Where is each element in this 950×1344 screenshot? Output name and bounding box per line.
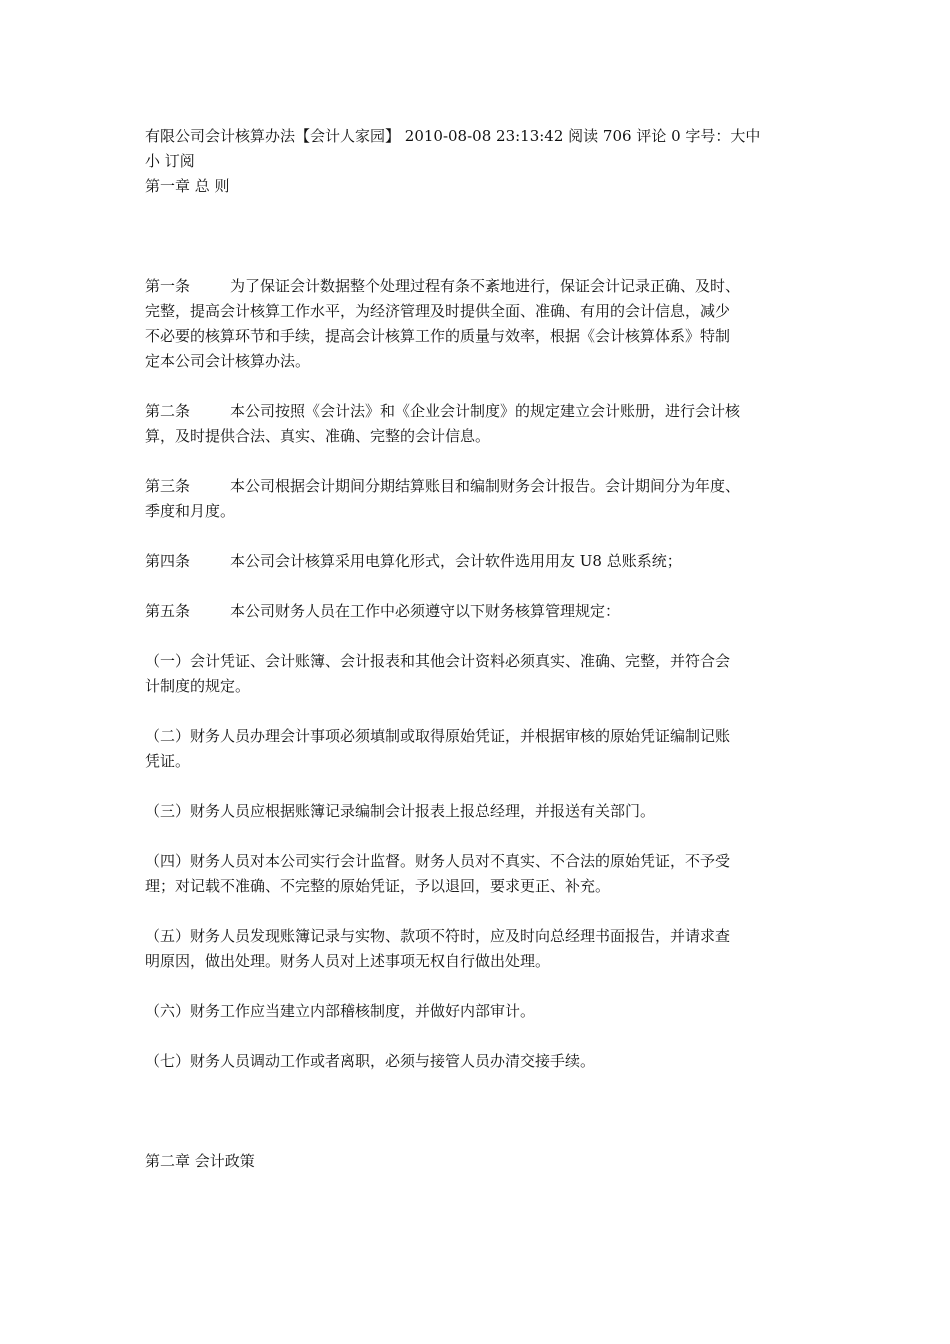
article-4-label: 第四条 <box>145 552 191 570</box>
article-5-line-1 <box>145 599 810 624</box>
header-line-2: 小 订阅 <box>145 152 195 170</box>
clause-1-line-2: 计制度的规定。 <box>145 677 251 695</box>
chapter-1-title: 第一章 总 则 <box>145 177 230 195</box>
article-2-line-2: 算，及时提供合法、真实、准确、完整的会计信息。 <box>145 427 491 445</box>
clause-6-line-1: （六）财务工作应当建立内部稽核制度，并做好内部审计。 <box>145 1002 536 1020</box>
clause-4-line-1: （四）财务人员对本公司实行会计监督。财务人员对不真实、不合法的原始凭证，不予受 <box>145 852 731 870</box>
article-5-label: 第五条 <box>145 602 191 620</box>
article-3-text: 本公司根据会计期间分期结算账目和编制财务会计报告。会计期间分为年度、 <box>230 477 741 495</box>
article-4-line-1 <box>145 549 810 574</box>
clause-5-line-1: （五）财务人员发现账簿记录与实物、款项不符时，应及时向总经理书面报告，并请求查 <box>145 927 731 945</box>
article-5-text: 本公司财务人员在工作中必须遵守以下财务核算管理规定： <box>230 602 621 620</box>
chapter-2-title: 第二章 会计政策 <box>145 1152 255 1170</box>
clause-4-line-2: 理；对记载不准确、不完整的原始凭证，予以退回，要求更正、补充。 <box>145 877 611 895</box>
clause-2-line-1: （二）财务人员办理会计事项必须填制或取得原始凭证，并根据审核的原始凭证编制记账 <box>145 727 731 745</box>
article-1-line-4: 定本公司会计核算办法。 <box>145 352 311 370</box>
article-1-line-3: 不必要的核算环节和手续，提高会计核算工作的质量与效率，根据《会计核算体系》特制 <box>145 327 731 345</box>
article-3-label: 第三条 <box>145 477 191 495</box>
article-3-line-1 <box>145 474 810 499</box>
clause-7-line-1: （七）财务人员调动工作或者离职，必须与接管人员办清交接手续。 <box>145 1052 596 1070</box>
clause-2-line-2: 凭证。 <box>145 752 191 770</box>
article-1-label: 第一条 <box>145 277 191 295</box>
header-line-1: 有限公司会计核算办法【会计人家园】 2010-08-08 23:13:42 阅读 706 评论 0 字号：大中 <box>145 127 761 145</box>
clause-1-line-1: （一）会计凭证、会计账簿、会计报表和其他会计资料必须真实、准确、完整，并符合会 <box>145 652 731 670</box>
article-3-line-2: 季度和月度。 <box>145 502 236 520</box>
article-2-line-1 <box>145 399 810 424</box>
article-2-text: 本公司按照《会计法》和《企业会计制度》的规定建立会计账册，进行会计核 <box>230 402 741 420</box>
clause-5-line-2: 明原因，做出处理。财务人员对上述事项无权自行做出处理。 <box>145 952 551 970</box>
article-1-line-2: 完整，提高会计核算工作水平，为经济管理及时提供全面、准确、有用的会计信息，减少 <box>145 302 731 320</box>
article-4-text: 本公司会计核算采用电算化形式，会计软件选用用友 U8 总账系统； <box>230 552 682 570</box>
article-1-text: 为了保证会计数据整个处理过程有条不紊地进行，保证会计记录正确、及时、 <box>230 277 741 295</box>
article-2-label: 第二条 <box>145 402 191 420</box>
article-1-line-1 <box>145 274 810 299</box>
clause-3-line-1: （三）财务人员应根据账簿记录编制会计报表上报总经理，并报送有关部门。 <box>145 802 656 820</box>
